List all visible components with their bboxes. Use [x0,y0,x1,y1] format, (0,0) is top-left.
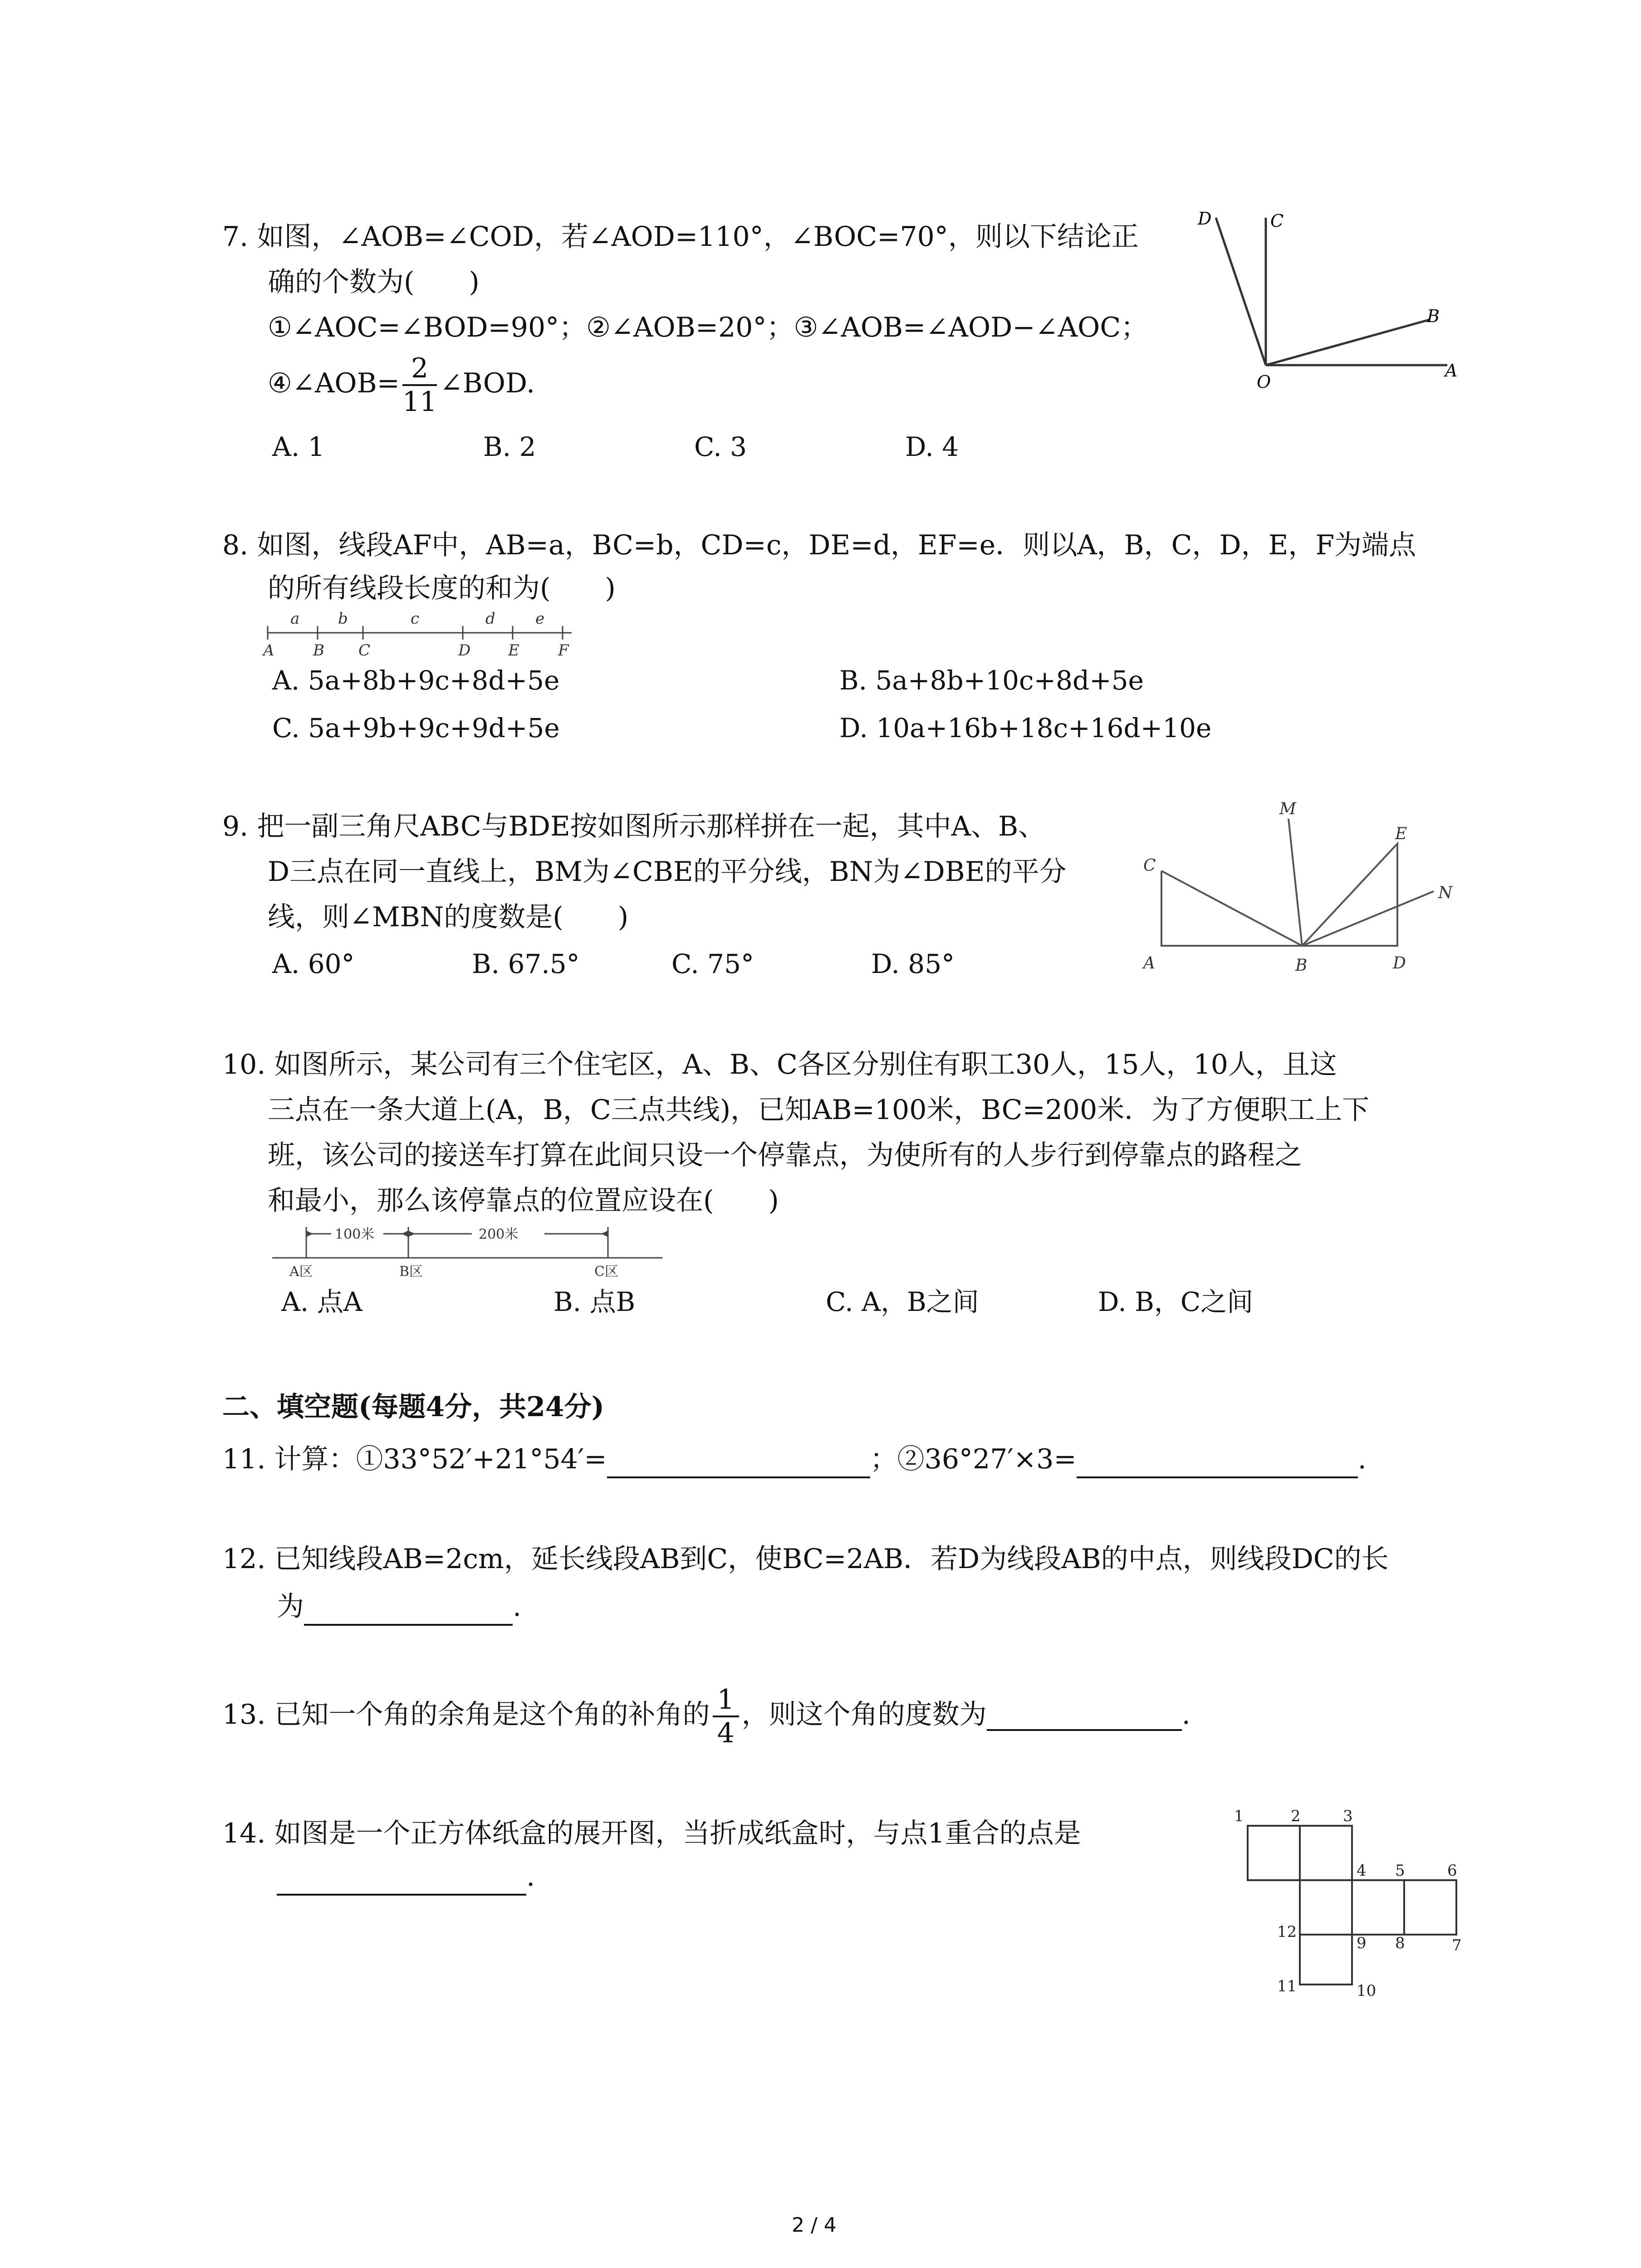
triangle-abc [1161,871,1302,946]
q14-line-1: 14. 如图是一个正方体纸盒的展开图，当折成纸盒时，与点1重合的点是 [222,1818,1081,1849]
q8-line-1: 8. 如图，线段AF中，AB=a，BC=b，CD=c，DE=d，EF=e．则以A，B，C，D，E，F为端点 [222,529,1416,561]
zone-c-label: C区 [594,1264,618,1280]
q14-line-2 [277,1857,535,1896]
q9-option-d: D. 85° [871,948,955,979]
label-b: B [1427,306,1440,326]
q9-triangle-figure [1134,789,1479,980]
vertex-label-1: 1 [1234,1807,1244,1825]
label-e: E [1395,825,1407,843]
q9-option-c: C. 75° [671,948,754,979]
q11-answer-blank-1[interactable] [607,1449,870,1478]
vertex-label-5: 5 [1395,1862,1405,1880]
q10-option-c: C. A，B之间 [826,1286,979,1317]
page-number: 2 / 4 [792,2214,837,2237]
point-label-e: E [508,641,519,660]
label-b: B [1295,956,1308,975]
vertex-label-11: 11 [1277,1977,1297,1995]
question-11 [222,1440,1367,1478]
q10-line-1: 10. 如图所示，某公司有三个住宅区，A、B、C各区分别住有职工30人，15人，10人，且这 [222,1049,1337,1080]
triangle-bde [1302,844,1397,946]
q8-line-2: 的所有线段长度的和为( ) [268,572,616,604]
q7-line-3: ①∠AOC=∠BOD=90°；②∠AOB=20°；③∠AOB=∠AOD−∠AOC； [268,312,1148,343]
vertex-label-6: 6 [1447,1862,1457,1880]
q7-option-b: B. 2 [483,431,536,462]
q7-line-4-post: ∠BOD. [440,367,535,399]
vertex-label-10: 10 [1357,1982,1376,2000]
q9-line-3: 线，则∠MBN的度数是( ) [268,901,629,933]
zone-b-label: B区 [399,1264,423,1280]
q10-option-a: A. 点A [281,1286,362,1317]
label-o: O [1257,372,1271,392]
q10-line-3: 班，该公司的接送车打算在此间只设一个停靠点，为使所有的人步行到停靠点的路程之 [268,1139,1302,1171]
ray-ob [1266,320,1429,365]
q10-road-figure [272,1218,671,1281]
distance-ab-label: 100米 [335,1227,375,1242]
ray-bn [1302,891,1434,946]
q12-line-2 [277,1588,521,1626]
seg-label-a: a [290,610,300,628]
q12-line-2-pre: 为 [277,1591,304,1623]
seg-label-d: d [485,610,495,628]
q8-option-a: A. 5a+8b+9c+8d+5e [272,665,560,696]
section-2-title: 二、填空题(每题4分，共24分) [222,1391,605,1423]
zone-a-label: A区 [289,1264,313,1280]
q10-line-2: 三点在一条大道上(A，B，C三点共线)，已知AB=100米，BC=200米．为了方便职工上下 [268,1094,1370,1126]
vertex-label-9: 9 [1357,1934,1367,1952]
q8-segment-figure [259,608,585,662]
q10-option-d: D. B，C之间 [1098,1286,1254,1317]
q14-cube-net-figure [1225,1801,1479,2000]
q10-option-b: B. 点B [554,1286,636,1317]
q12-line-2-post: . [513,1591,522,1623]
q7-line-2: 确的个数为( ) [268,266,480,298]
distance-bc-label: 200米 [479,1227,519,1242]
point-label-a: A [263,641,274,660]
q7-line-4 [268,349,535,418]
ray-bm [1288,819,1302,946]
point-label-c: C [358,641,371,660]
label-m: M [1279,800,1296,818]
label-a: A [1445,361,1458,381]
q8-option-d: D. 10a+16b+18c+16d+10e [839,713,1212,743]
vertex-label-4: 4 [1357,1862,1367,1880]
q12-line-1: 12. 已知线段AB=2cm，延长线段AB到C，使BC=2AB．若D为线段AB的中点，则线段DC的长 [222,1543,1389,1575]
point-label-f: F [558,641,569,660]
label-c: C [1143,856,1156,875]
q8-option-b: B. 5a+8b+10c+8d+5e [839,665,1144,696]
vertex-label-3: 3 [1343,1807,1353,1825]
q7-option-d: D. 4 [905,431,959,462]
q8-option-c: C. 5a+9b+9c+9d+5e [272,713,560,743]
q7-option-c: C. 3 [694,431,747,462]
q12-answer-blank[interactable] [304,1597,513,1626]
label-a: A [1143,954,1155,973]
point-label-b: B [313,641,324,660]
q9-option-b: B. 67.5° [472,948,580,979]
q9-line-1: 9. 把一副三角尺ABC与BDE按如图所示那样拼在一起，其中A、B、 [222,811,1046,842]
label-n: N [1438,884,1453,902]
seg-label-c: c [411,610,420,628]
label-d: D [1393,954,1406,973]
q7-fraction-numerator: 2 [402,352,437,386]
question-13 [222,1681,1190,1749]
q13-answer-blank[interactable] [987,1702,1182,1731]
q9-line-2: D三点在同一直线上，BM为∠CBE的平分线，BN为∠DBE的平分 [268,856,1067,888]
point-label-d: D [458,641,471,660]
q7-fraction-denominator: 11 [402,386,437,418]
q13-text-2: ，则这个角的度数为 [741,1699,987,1730]
q11-text-1: 11. 计算：①33°52′+21°54′= [222,1443,607,1475]
label-c: C [1270,211,1284,231]
q7-fraction [402,352,437,418]
q7-line-1: 7. 如图，∠AOB=∠COD，若∠AOD=110°，∠BOC=70°，则以下结论正 [222,221,1139,253]
q7-option-a: A. 1 [272,431,325,462]
q7-line-4-pre: ④∠AOB= [268,367,400,399]
q13-fraction [713,1684,739,1749]
q11-answer-blank-2[interactable] [1077,1449,1358,1478]
q11-text-3: . [1357,1443,1367,1475]
q14-line-2-post: . [526,1861,535,1892]
q7-angle-figure [1189,200,1470,399]
vertex-label-7: 7 [1452,1936,1462,1955]
q10-line-4: 和最小，那么该停靠点的位置应设在( ) [268,1185,779,1217]
q13-fraction-numerator: 1 [713,1684,739,1717]
q13-fraction-denominator: 4 [717,1717,735,1750]
ray-od [1216,218,1266,365]
q14-answer-blank[interactable] [277,1867,526,1896]
q9-option-a: A. 60° [272,948,355,979]
vertex-label-2: 2 [1291,1807,1301,1825]
q13-text-1: 13. 已知一个角的余角是这个角的补角的 [222,1699,710,1730]
q13-text-3: . [1181,1699,1190,1730]
vertex-label-12: 12 [1277,1923,1297,1941]
vertex-label-8: 8 [1395,1934,1405,1952]
label-d: D [1198,209,1212,229]
seg-label-b: b [338,610,348,628]
seg-label-e: e [535,610,545,628]
q11-text-2: ；②36°27′×3= [870,1443,1077,1475]
